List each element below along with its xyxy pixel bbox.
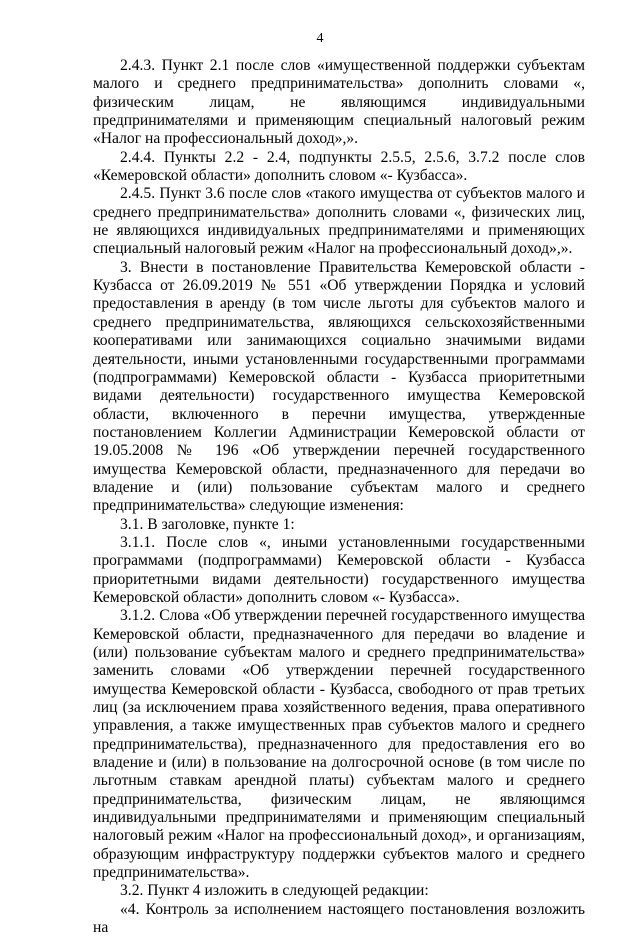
paragraph-2-4-3: 2.4.3. Пункт 2.1 после слов «имущественной поддержки субъектам малого и среднего предпринимательства» дополнить словами «, физическим лицам, не являющимся индивидуальными предпринимателями и применяющим специальный налоговый режим «Налог на профессиональный доход»,». <box>93 57 585 148</box>
paragraph-3-1: 3.1. В заголовке, пункте 1: <box>120 515 295 533</box>
paragraph-3-1-1: 3.1.1. После слов «, иными установленными государственными программами (подпрограммами) Кемеровской области - Кузбасса приоритетными видами деятельности) государственного имущества Кемеровской области» дополнить словом «- Кузбасса». <box>93 533 585 606</box>
document-body <box>93 57 585 938</box>
paragraph-4-quote: «4. Контроль за исполнением настоящего постановления возложить на <box>93 900 585 937</box>
page-number: 4 <box>316 31 324 46</box>
paragraph-3: 3. Внести в постановление Правительства Кемеровской области - Кузбасса от 26.09.2019 № 551 «Об утверждении Порядка и условий предоставления в аренду (в том числе льготы для субъектов малого и среднего предпринимательства, являющихся сельскохозяйственными кооперативами или занимающихся социально значимыми видами деятельности, иными установленными государственными программами (подпрограммами) Кемеровской области - Кузбасса приоритетными видами деятельности) государственного имущества Кемеровской области, включенного в перечни имущества, утвержденные постановлением Коллегии Администрации Кемеровской области от 19.05.2008 № 196 «Об утверждении перечней государственного имущества Кемеровской области, предназначенного для передачи во владение и (или) пользование субъектам малого и среднего предпринимательства» следующие изменения: <box>93 258 585 515</box>
paragraph-2-4-4: 2.4.4. Пункты 2.2 - 2.4, подпункты 2.5.5, 2.5.6, 3.7.2 после слов «Кемеровской области» дополнить словом «- Кузбасса». <box>93 148 585 185</box>
paragraph-3-1-2: 3.1.2. Слова «Об утверждении перечней государственного имущества Кемеровской области, предназначенного для передачи во владение и (или) пользование субъектам малого и среднего предпринимательства» заменить словами «Об утверждении перечней государственного имущества Кемеровской области - Кузбасса, свободного от прав третьих лиц (за исключением права хозяйственного ведения, права оперативного управления, а также имущественных прав субъектов малого и среднего предпринимательства), предназначенного для предоставления его во владение и (или) в пользование на долгосрочной основе (в том числе по льготным ставкам арендной платы) субъектам малого и среднего предпринимательства, физическим лицам, не являющимся индивидуальными предпринимателями и применяющим специальный налоговый режим «Налог на профессиональный доход», и организациям, образующим инфраструктуру поддержки субъектов малого и среднего предпринимательства». <box>93 607 585 882</box>
paragraph-2-4-5: 2.4.5. Пункт 3.6 после слов «такого имущества от субъектов малого и среднего предпринимательства» дополнить словами «, физических лиц, не являющихся индивидуальных предпринимателями и применяющих специальный налоговый режим «Налог на профессиональный доход»,». <box>93 185 585 258</box>
paragraph-3-2: 3.2. Пункт 4 изложить в следующей редакции: <box>120 882 429 900</box>
